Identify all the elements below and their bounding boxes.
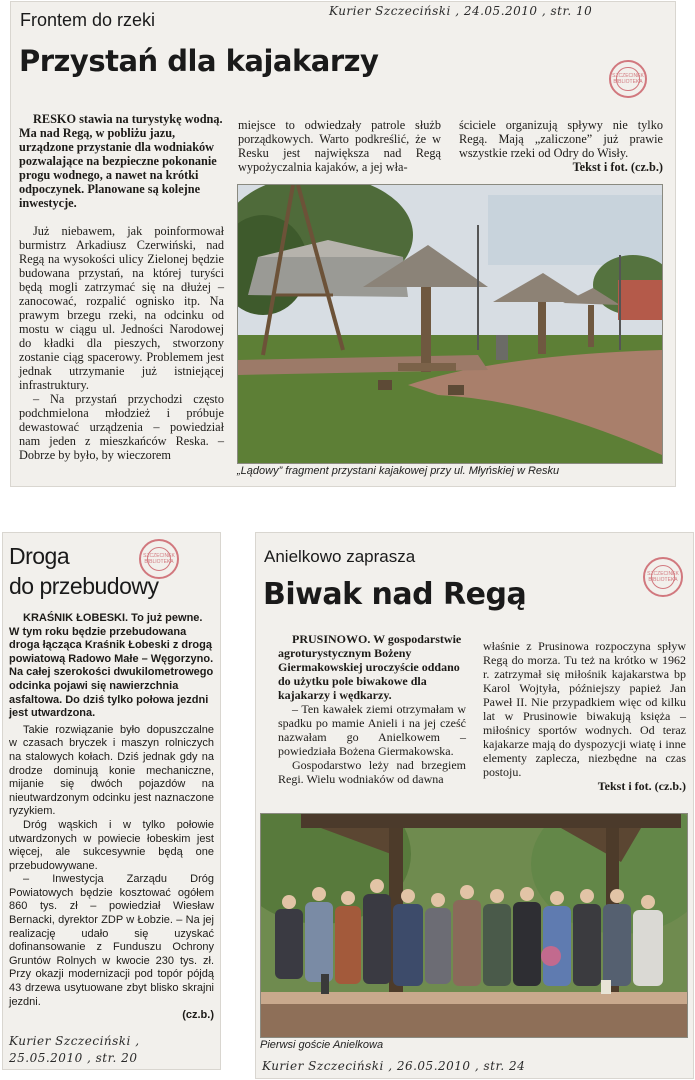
photo-kayak-marina xyxy=(237,184,663,464)
article-column xyxy=(9,612,214,1023)
article-column-2 xyxy=(238,118,441,174)
body-paragraph: – Inwestycja Zarządu Dróg Powiatowych będzie kosztować ogółem 860 tys. zł – powiedział Wiesław Bernacki, dyrektor ZDP w Łobzie. – Na jej realizację udało się uzyskać dofinansowanie z Funduszu Ochrony Gruntów Rolnych w kwocie 230 tys. zł. Przy okazji modernizacji pod topór pójdą 43 drzewa usytuowane zbyt blisko skrajni jezdni. xyxy=(9,873,214,1008)
library-stamp: SZCZECINEK BIBLIOTEKA xyxy=(139,539,179,579)
author-signature: Tekst i fot. (cz.b.) xyxy=(572,160,663,174)
headline: Przystań dla kajakarzy xyxy=(19,44,379,78)
body-paragraph: miejsce to odwiedzały patrole służb porządkowych. Warto podkreślić, że w Resku jest największa nad Regą wypożyczalnia kajaków, a jej wła- xyxy=(238,118,441,174)
body-paragraph: – Ten kawałek ziemi otrzymałam w spadku po mamie Anieli i na jej cześć nazwałam go Anielkowem – powiedziała Bożena Giermakowska. xyxy=(278,702,466,758)
article-clipping-droga xyxy=(3,533,220,1069)
lead-paragraph: KRAŚNIK ŁOBESKI. To już pewne. W tym roku będzie przebudowana droga łącząca Kraśnik Łobeski z drogą powiatową Radowo Małe – Węgorzyno. Na całej szerokości dwukilometrowego odcinka pojawi się nawierzchnia asfaltowa. Do dziś tylko połowa jezdni jest utwardzona. xyxy=(9,612,214,720)
section-title: Anielkowo zaprasza xyxy=(264,547,416,566)
body-paragraph: Gospodarstwo leży nad brzegiem Regi. Wielu wodniaków od dawna xyxy=(278,758,466,786)
body-paragraph: Już niebawem, jak poinformował burmistrz Arkadiusz Czerwiński, nad Regą na wysokości ulicy Zielonej będzie budowana przystań, na której turyści będą mogli zatrzymać się na dłużej – zanocować, rozpalić ognisko itp. Na prawym brzegu rzeki, na odcinku od mostu w ciągu ul. Jedności Narodowej do kładki dla pieszych, stworzony zostanie ciąg spacerowy. Problemem jest jednak utrzymanie już istniejącej infrastruktury. xyxy=(19,224,224,392)
article-clipping-przystan xyxy=(11,2,675,486)
handwritten-source-note: Kurier Szczeciński , 25.05.2010 , str. 20 xyxy=(9,1034,140,1065)
photo-first-guests xyxy=(260,813,688,1038)
photo-caption: „Lądowy” fragment przystani kajakowej przy ul. Młyńskiej w Resku xyxy=(237,465,560,477)
article-clipping-biwak xyxy=(256,533,693,1078)
photo-caption: Pierwsi goście Anielkowa xyxy=(260,1039,384,1051)
body-paragraph: – Na przystań przychodzi często podchmielona młodzież i próbuje dewastować urządzenia – powiedział nam jeden z mieszkańców Reska. – Dobrze by było, by wieczorem xyxy=(19,392,224,462)
article-column-1 xyxy=(278,632,466,786)
article-column-1 xyxy=(19,112,224,462)
body-paragraph: ściciele organizują spływy nie tylko Regą. Mają „zaliczone” już prawie wszystkie rzeki od Odry do Wisły. xyxy=(459,118,663,160)
library-stamp: SZCZECINEK BIBLIOTEKA xyxy=(609,60,647,98)
headline: Biwak nad Regą xyxy=(263,577,527,612)
handwritten-source-note: Kurier Szczeciński , 24.05.2010 , str. 10 xyxy=(329,4,593,18)
article-column-3 xyxy=(459,118,663,174)
author-signature: Tekst i fot. (cz.b.) xyxy=(597,779,686,793)
lead-paragraph: PRUSINOWO. W gospodarstwie agroturystycznym Bożeny Giermakowskiej uroczyście oddano do użytku pole biwakowe dla kajakarzy i wędkarzy. xyxy=(278,632,462,702)
body-paragraph: właśnie z Prusinowa rozpoczyna spływ Regą do morza. Tu też na krótko w 1962 r. zatrzymał się miłośnik kajakarstwa bp Karol Wojtyła, późniejszy papież Jan Paweł II. Nie przypadkiem więc od kilku lat w Prusinowie biwakują księża – miłośnicy sportów wodnych. Od teraz kajakarze mają do dyspozycji wiatę i inne elementy zaplecza, niezbędne na czas postoju. xyxy=(483,639,686,779)
body-paragraph: Dróg wąskich i w tylko połowie utwardzonych w powiecie łobeskim jest więcej, ale sukcesywnie będą one przebudowywane. xyxy=(9,818,214,872)
handwritten-source-note: Kurier Szczeciński , 26.05.2010 , str. 24 xyxy=(262,1059,526,1073)
headline-line-2: do przebudowy xyxy=(9,573,159,599)
section-title: Frontem do rzeki xyxy=(20,10,156,30)
lead-paragraph: RESKO stawia na turystykę wodną. Ma nad Regą, w pobliżu jazu, urządzone przystanie dla wodniaków pozwalające na bezpieczne pokonanie progu wodnego, a nawet na krótki odpoczynek. Planowane są kolejne inwestycje. xyxy=(19,112,223,210)
article-column-2 xyxy=(483,639,686,793)
author-signature: (cz.b.) xyxy=(182,1009,214,1022)
headline-line-1: Droga xyxy=(9,543,70,569)
body-paragraph: Takie rozwiązanie było dopuszczalne w czasach bryczek i maszyn rolniczych na stalowych kołach. Dziś jednak gdy na drodze dominują konie mechaniczne, mijanie się dwóch pojazdów na nieutwardzonym odcinku jest naznaczone ryzykiem. xyxy=(9,723,214,818)
library-stamp: SZCZECINEK BIBLIOTEKA xyxy=(643,557,683,597)
